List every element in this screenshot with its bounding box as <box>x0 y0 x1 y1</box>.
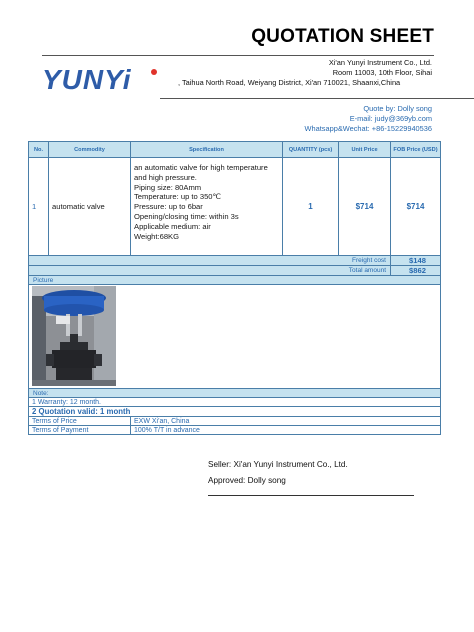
yunyi-logo-icon <box>40 64 172 96</box>
total-row <box>29 266 441 276</box>
note-row-2 <box>29 407 441 417</box>
spec-line: Temperature: up to 350℃ <box>134 192 222 202</box>
company-logo <box>40 64 172 96</box>
quotation-table <box>28 141 441 435</box>
table-header-row <box>29 142 441 158</box>
spec-line: Applicable medium: air <box>134 221 211 231</box>
phone: Whatsapp&Wechat: +86-15229940536 <box>304 124 432 133</box>
spec-line: Piping size: 80Amm <box>134 182 202 192</box>
freight-label: Freight cost <box>29 256 391 266</box>
company-address-line2: , Taihua North Road, Weiyang District, Xi'an 710021, Shaanxi,China <box>178 78 401 87</box>
freight-row <box>29 256 441 266</box>
terms-payment-value: 100% T/T in advance <box>131 426 441 435</box>
quote-by: Quote by: Dolly song <box>363 104 432 113</box>
picture-row <box>29 285 441 389</box>
total-value: $862 <box>391 266 441 276</box>
total-label: Total amount <box>29 266 391 276</box>
header-unit-price: Unit Price <box>339 142 391 158</box>
row-fob-price: $714 <box>391 158 441 256</box>
freight-value: $148 <box>391 256 441 266</box>
terms-price-row <box>29 417 441 426</box>
note-validity: 2 Quotation valid: 1 month <box>29 407 441 417</box>
company-name: Xi'an Yunyi Instrument Co., Ltd. <box>328 58 432 67</box>
row-unit-price: $714 <box>339 158 391 256</box>
row-quantity: 1 <box>283 158 339 256</box>
title-divider <box>42 55 434 56</box>
spec-line: an automatic valve for high temperature and high pressure. <box>134 163 268 182</box>
terms-price-label: Terms of Price <box>29 417 131 426</box>
page-title: QUOTATION SHEET <box>251 26 434 47</box>
address-divider <box>160 98 474 99</box>
header-fob-price: FOB Price (USD) <box>391 142 441 158</box>
spec-line: Pressure: up to 6bar <box>134 202 203 212</box>
signature-line <box>208 495 414 496</box>
table-row <box>29 158 441 256</box>
note-warranty: 1 Warranty: 12 month. <box>29 398 441 407</box>
row-commodity: automatic valve <box>49 158 131 256</box>
spec-line: Opening/closing time: within 3s <box>134 211 239 221</box>
row-specification <box>131 158 283 256</box>
note-label: Note: <box>29 389 441 398</box>
terms-price-value: EXW Xi'an, China <box>131 417 441 426</box>
company-address-line1: Room 11003, 10th Floor, Sihai <box>332 68 432 77</box>
approved-signature: Approved: Dolly song <box>208 476 286 485</box>
email[interactable]: E-mail: judy@369yb.com <box>349 114 432 123</box>
terms-payment-label: Terms of Payment <box>29 426 131 435</box>
terms-payment-row <box>29 426 441 435</box>
picture-cell <box>29 285 441 389</box>
header-no: No. <box>29 142 49 158</box>
row-no: 1 <box>29 158 49 256</box>
note-header-row <box>29 389 441 398</box>
valve-photo-icon <box>32 286 116 386</box>
svg-text:YUNYi: YUNYi <box>42 64 132 95</box>
seller-signature: Seller: Xi'an Yunyi Instrument Co., Ltd. <box>208 460 348 469</box>
picture-label: Picture <box>29 276 441 285</box>
note-row-1 <box>29 398 441 407</box>
header-quantity: QUANTITY (pcs) <box>283 142 339 158</box>
picture-header-row <box>29 276 441 285</box>
header-specification: Specification <box>131 142 283 158</box>
header-commodity: Commodity <box>49 142 131 158</box>
spec-line: Weight:68KG <box>134 231 180 241</box>
